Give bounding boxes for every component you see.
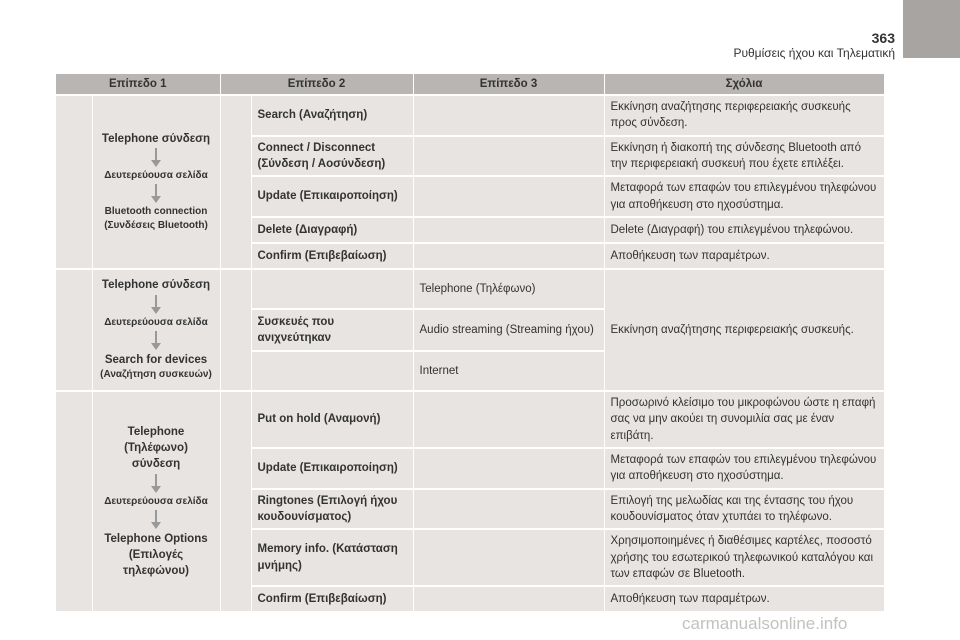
level3-cell bbox=[413, 448, 604, 489]
blank-cell bbox=[220, 95, 251, 269]
path-step-3: Bluetooth connection bbox=[104, 206, 208, 218]
level2-cell: Ringtones (Επιλογή ήχου κουδουνίσματος) bbox=[251, 489, 413, 530]
table-row bbox=[56, 95, 884, 136]
level2-cell: Search (Αναζήτηση) bbox=[251, 95, 413, 136]
comment-cell: Εκκίνηση ή διακοπή της σύνδεσης Bluetooth από την περιφερειακή συσκευή που έχετε επιλέξει. bbox=[604, 136, 884, 177]
comment-cell: Εκκίνηση αναζήτησης περιφερειακής συσκευής προς σύνδεση. bbox=[604, 95, 884, 136]
header-comments: Σχόλια bbox=[604, 74, 884, 95]
watermark: carmanualsonline.info bbox=[682, 614, 848, 633]
comment-cell: Επιλογή της μελωδίας και της έντασης του ήχου κουδουνίσματος όταν χτυπάει το τηλέφωνο. bbox=[604, 489, 884, 530]
level2-cell: Put on hold (Αναμονή) bbox=[251, 391, 413, 448]
header-level1: Επίπεδο 1 bbox=[56, 74, 220, 95]
path-step-3: Search for devices bbox=[104, 353, 208, 366]
level3-cell bbox=[413, 176, 604, 217]
path-step-1: Telephone (Τηλέφωνο) σύνδεση bbox=[124, 425, 188, 471]
arrow-down-icon bbox=[151, 184, 161, 204]
level2-cell: Connect / Disconnect (Σύνδεση / Αοσύνδεση) bbox=[251, 136, 413, 177]
level3-cell bbox=[413, 586, 604, 612]
path-step-1: Telephone σύνδεση bbox=[101, 132, 211, 145]
level2-cell: Memory info. (Κατάσταση μνήμης) bbox=[251, 529, 413, 586]
blank-cell bbox=[56, 391, 92, 612]
table-row bbox=[56, 391, 884, 448]
comment-cell: Delete (Διαγραφή) του επιλεγμένου τηλεφώνου. bbox=[604, 217, 884, 243]
table-row bbox=[56, 269, 884, 309]
blank-cell bbox=[220, 391, 251, 612]
level3-cell bbox=[413, 217, 604, 243]
header-level2: Επίπεδο 2 bbox=[220, 74, 413, 95]
arrow-down-icon bbox=[151, 148, 161, 168]
blank-cell bbox=[56, 269, 92, 391]
level2-cell: Confirm (Επιβεβαίωση) bbox=[251, 586, 413, 612]
comment-cell: Μεταφορά των επαφών του επιλεγμένου τηλεφώνου για αποθήκευση στο ηχοσύστημα. bbox=[604, 448, 884, 489]
level2-cell bbox=[251, 269, 413, 309]
corner-tab bbox=[903, 0, 960, 58]
path-step-2: Δευτερεύουσα σελίδα bbox=[104, 495, 208, 507]
level3-cell bbox=[413, 529, 604, 586]
level2-cell: Confirm (Επιβεβαίωση) bbox=[251, 243, 413, 269]
arrow-down-icon bbox=[151, 474, 161, 494]
header-level3: Επίπεδο 3 bbox=[413, 74, 604, 95]
page-subtitle: Ρυθμίσεις ήχου και Τηλεματική bbox=[733, 46, 895, 60]
level3-cell bbox=[413, 95, 604, 136]
path-step-3: Telephone Options (Επιλογές τηλεφώνου) bbox=[104, 532, 208, 578]
level3-cell: Audio streaming (Streaming ήχου) bbox=[413, 309, 604, 351]
level1-path bbox=[92, 269, 220, 391]
level3-cell bbox=[413, 489, 604, 530]
arrow-down-icon bbox=[151, 510, 161, 530]
comment-cell: Αποθήκευση των παραμέτρων. bbox=[604, 586, 884, 612]
level3-cell bbox=[413, 391, 604, 448]
level2-cell: Delete (Διαγραφή) bbox=[251, 217, 413, 243]
arrow-down-icon bbox=[151, 295, 161, 315]
comment-cell: Μεταφορά των επαφών του επιλεγμένου τηλεφώνου για αποθήκευση στο ηχοσύστημα. bbox=[604, 176, 884, 217]
menu-table bbox=[56, 74, 885, 613]
level2-cell: Update (Επικαιροποίηση) bbox=[251, 176, 413, 217]
level3-cell: Telephone (Τηλέφωνο) bbox=[413, 269, 604, 309]
path-step-1: Telephone σύνδεση bbox=[101, 279, 211, 292]
page-number: 363 bbox=[871, 30, 895, 46]
level1-path bbox=[92, 95, 220, 269]
path-step-2: Δευτερεύουσα σελίδα bbox=[104, 316, 208, 328]
level3-cell: Internet bbox=[413, 351, 604, 391]
comment-cell: Χρησιμοποιημένες ή διαθέσιμες καρτέλες, ποσοστό χρήσης του εσωτερικού τηλεφωνικού καταλόγου και των επαφών σε Bluetooth. bbox=[604, 529, 884, 586]
comment-cell: Αποθήκευση των παραμέτρων. bbox=[604, 243, 884, 269]
level2-cell bbox=[251, 351, 413, 391]
blank-cell bbox=[220, 269, 251, 391]
path-step-3-sub: (Αναζήτηση συσκευών) bbox=[100, 369, 212, 381]
comment-cell: Εκκίνηση αναζήτησης περιφερειακής συσκευής. bbox=[604, 269, 884, 391]
level3-cell bbox=[413, 136, 604, 177]
header-row bbox=[56, 74, 884, 95]
blank-cell bbox=[56, 95, 92, 269]
level2-cell: Update (Επικαιροποίηση) bbox=[251, 448, 413, 489]
level2-cell: Συσκευές που ανιχνεύτηκαν bbox=[251, 309, 413, 351]
level1-path bbox=[92, 391, 220, 612]
arrow-down-icon bbox=[151, 331, 161, 351]
comment-cell: Προσωρινό κλείσιμο του μικροφώνου ώστε η επαφή σας να μην ακούει τη συνομιλία σας με έναν επιβάτη. bbox=[604, 391, 884, 448]
path-step-2: Δευτερεύουσα σελίδα bbox=[104, 169, 208, 181]
level3-cell bbox=[413, 243, 604, 269]
path-step-3-sub: (Συνδέσεις Bluetooth) bbox=[104, 220, 208, 232]
